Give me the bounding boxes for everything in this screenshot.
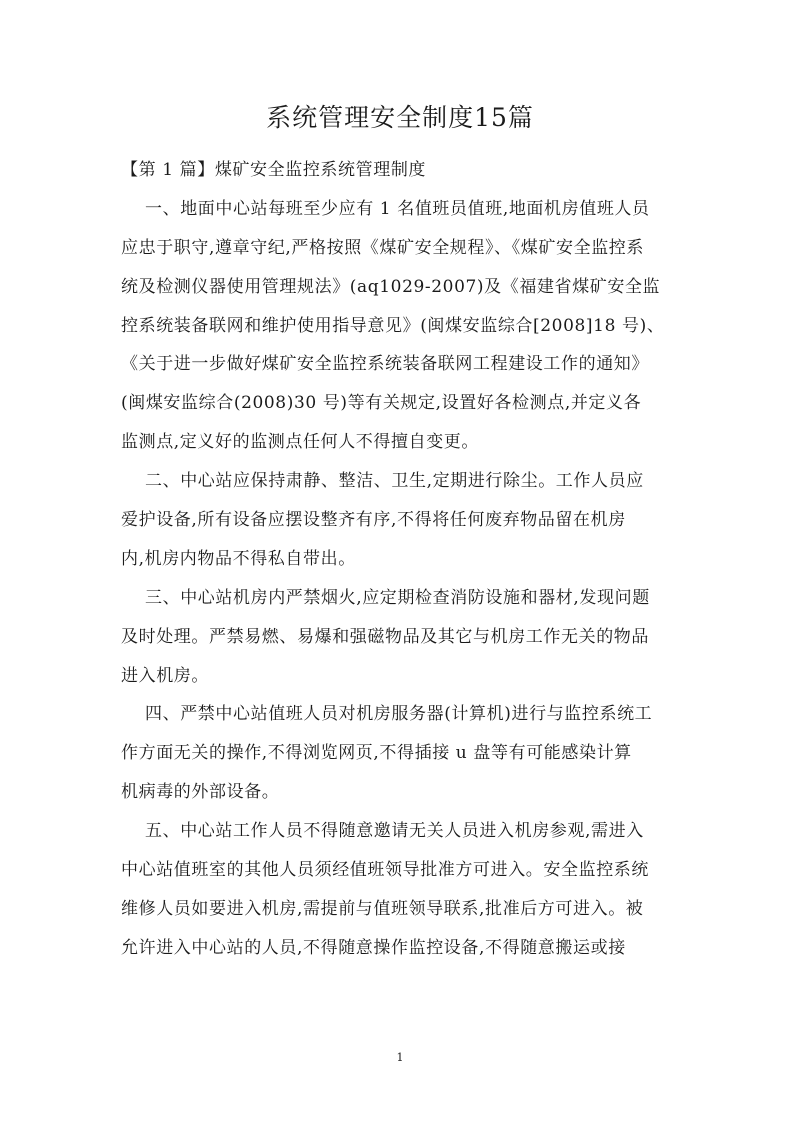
paragraph-line: 作方面无关的操作,不得浏览网页,不得插接 u 盘等有可能感染计算: [121, 743, 632, 764]
paragraph-line: 《关于进一步做好煤矿安全监控系统装备联网工程建设工作的通知》: [121, 354, 649, 375]
paragraph-line: 二、中心站应保持肃静、整洁、卫生,定期进行除尘。工作人员应: [145, 471, 644, 492]
paragraph-line: 统及检测仪器使用管理规法》(aq1029-2007)及《福建省煤矿安全监: [121, 276, 661, 297]
paragraph-line: 监测点,定义好的监测点任何人不得擅自变更。: [121, 432, 480, 453]
paragraph-line: 内,机房内物品不得私自带出。: [121, 548, 356, 569]
document-title: 系统管理安全制度15篇: [266, 103, 534, 132]
paragraph-line: 机病毒的外部设备。: [121, 782, 280, 803]
paragraph-line: 三、中心站机房内严禁烟火,应定期检查消防设施和器材,发现问题: [145, 587, 650, 608]
paragraph-line: 进入机房。: [121, 665, 209, 686]
paragraph-line: 一、地面中心站每班至少应有 1 名值班员值班,地面机房值班人员: [145, 198, 650, 219]
paragraph-line: 中心站值班室的其他人员须经值班领导批准方可进入。安全监控系统: [121, 860, 649, 881]
paragraph-line: 应忠于职守,遵章守纪,严格按照《煤矿安全规程》、《煤矿安全监控系: [121, 237, 645, 258]
page-number: 1: [396, 1051, 404, 1064]
paragraph-line: 爱护设备,所有设备应摆设整齐有序,不得将任何废弃物品留在机房: [121, 510, 626, 531]
section-heading: 【第 1 篇】煤矿安全监控系统管理制度: [121, 160, 427, 180]
paragraph-line: 允许进入中心站的人员,不得随意操作监控设备,不得随意搬运或接: [121, 937, 626, 958]
paragraph-line: 维修人员如要进入机房,需提前与值班领导联系,批准后方可进入。被: [121, 898, 644, 919]
paragraph-line: 五、中心站工作人员不得随意邀请无关人员进入机房参观,需进入: [145, 821, 644, 842]
paragraph-line: 四、严禁中心站值班人员对机房服务器(计算机)进行与监控系统工: [145, 704, 653, 725]
paragraph-line: 控系统装备联网和维护使用指导意见》(闽煤安监综合[2008]18 号)、: [121, 315, 665, 336]
paragraph-line: 及时处理。严禁易燃、易爆和强磁物品及其它与机房工作无关的物品: [121, 626, 649, 647]
paragraph-line: (闽煤安监综合(2008)30 号)等有关规定,设置好各检测点,并定义各: [121, 393, 642, 414]
document-body: [121, 151, 681, 968]
